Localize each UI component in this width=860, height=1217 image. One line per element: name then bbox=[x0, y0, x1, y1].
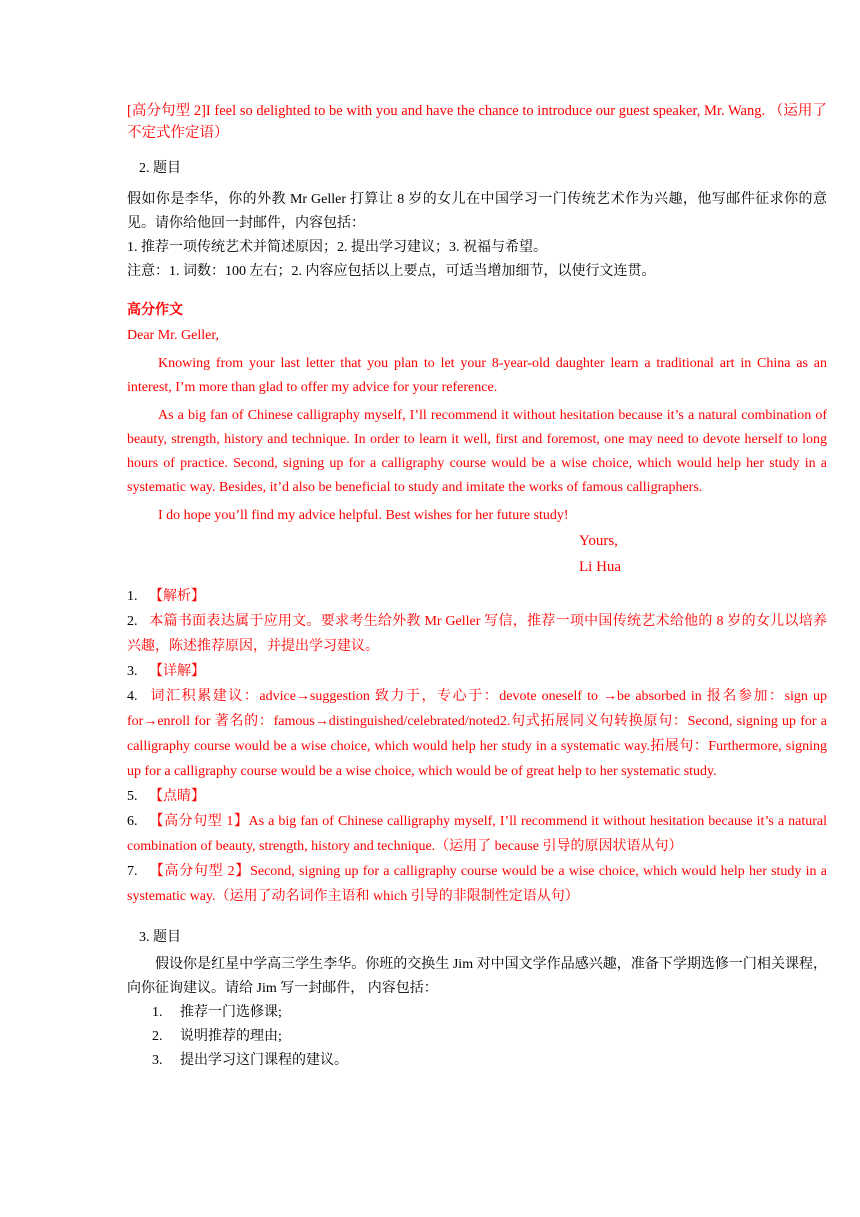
prompt-line-3: 注意：1. 词数：100 左右；2. 内容应包括以上要点，可适当增加细节，以使行文连贯。 bbox=[127, 264, 656, 279]
question-2 bbox=[127, 158, 827, 909]
requirement-list bbox=[127, 1001, 827, 1073]
analysis-item: 3. 【详解】 bbox=[127, 664, 205, 679]
essay-salutation: Dear Mr. Geller, bbox=[127, 328, 219, 343]
model-essay bbox=[127, 324, 827, 528]
analysis-list bbox=[127, 584, 827, 909]
question-2-number: 2. 题目 bbox=[139, 161, 181, 176]
analysis-item: 6. 【高分句型 1】As a big fan of Chinese calligraphy myself, I’ll recommend it without hesitation because it’s a natural combination of beauty, strength, history and technique.（运用了 because 引导的原因状语从句） bbox=[127, 814, 827, 854]
question-3 bbox=[127, 927, 827, 1073]
list-item: 3. 提出学习这门课程的建议。 bbox=[152, 1053, 348, 1068]
high-score-sentence-2: [高分句型 2]I feel so delighted to be with you and have the chance to introduce our guest speaker, Mr. Wang. （运用了不定式作定语） bbox=[127, 103, 827, 141]
essay-paragraph-1: Knowing from your last letter that you plan to let your 8-year-old daughter learn a traditional art in China as an interest, I’m more than glad to offer my advice for your reference. bbox=[127, 356, 827, 395]
list-item: 1. 推荐一门选修课; bbox=[152, 1005, 282, 1020]
analysis-item: 1. 【解析】 bbox=[127, 589, 205, 604]
question-3-number: 3. 题目 bbox=[139, 930, 181, 945]
analysis-item: 4. 词汇积累建议：advice→suggestion 致力于，专心于：devote oneself to →be absorbed in 报名参加：sign up for→enroll for 著名的：famous→distinguished/celebrated/noted2.句式拓展同义句转换原句：Second, signing up for a calligraphy course would be a wise choice, which would help her study in a systematic way.拓展句：Furthermore, signing up for a calligraphy course would be a wise choice, which would be of great help to her systematic study. bbox=[127, 689, 827, 779]
question-2-prompt bbox=[127, 188, 827, 284]
analysis-item: 7. 【高分句型 2】Second, signing up for a calligraphy course would be a wise choice, which would help her study in a systematic way.（运用了动名词作主语和 which 引导的非限制性定语从句） bbox=[127, 864, 827, 904]
list-item: 2. 说明推荐的理由; bbox=[152, 1029, 282, 1044]
document-page bbox=[127, 100, 827, 1073]
analysis-item: 2. 本篇书面表达属于应用文。要求考生给外教 Mr Geller 写信，推荐一项中国传统艺术给他的 8 岁的女儿以培养兴趣，陈述推荐原因，并提出学习建议。 bbox=[127, 614, 827, 654]
analysis-item: 5. 【点睛】 bbox=[127, 789, 205, 804]
question-3-prompt bbox=[127, 953, 827, 1073]
essay-heading: 高分作文 bbox=[127, 303, 183, 318]
prompt-text: 假设你是红星中学高三学生李华。你班的交换生 Jim 对中国文学作品感兴趣，准备下学期选修一门相关课程， 向你征询建议。请给 Jim 写一封邮件， 内容包括： bbox=[127, 957, 827, 996]
closing-yours: Yours, bbox=[579, 533, 618, 549]
essay-closing bbox=[127, 528, 827, 580]
prompt-line-1: 假如你是李华，你的外教 Mr Geller 打算让 8 岁的女儿在中国学习一门传统艺术作为兴趣，他写邮件征求你的意见。请你给他回一封邮件，内容包括： bbox=[127, 192, 827, 231]
closing-signature: Li Hua bbox=[579, 559, 622, 575]
essay-paragraph-3: I do hope you’ll find my advice helpful. Best wishes for her future study! bbox=[158, 508, 569, 523]
essay-paragraph-2: As a big fan of Chinese calligraphy myself, I’ll recommend it without hesitation because it’s a natural combination of beauty, strength, history and technique. In order to learn it well, first and foremost, one may need to devote herself to long hours of practice. Second, signing up for a calligraphy course would be a wise choice, which would help her study in a systematic way. Besides, it’d also be beneficial to study and imitate the works of famous calligraphers. bbox=[127, 408, 827, 495]
prompt-line-2: 1. 推荐一项传统艺术并简述原因；2. 提出学习建议；3. 祝福与希望。 bbox=[127, 240, 547, 255]
